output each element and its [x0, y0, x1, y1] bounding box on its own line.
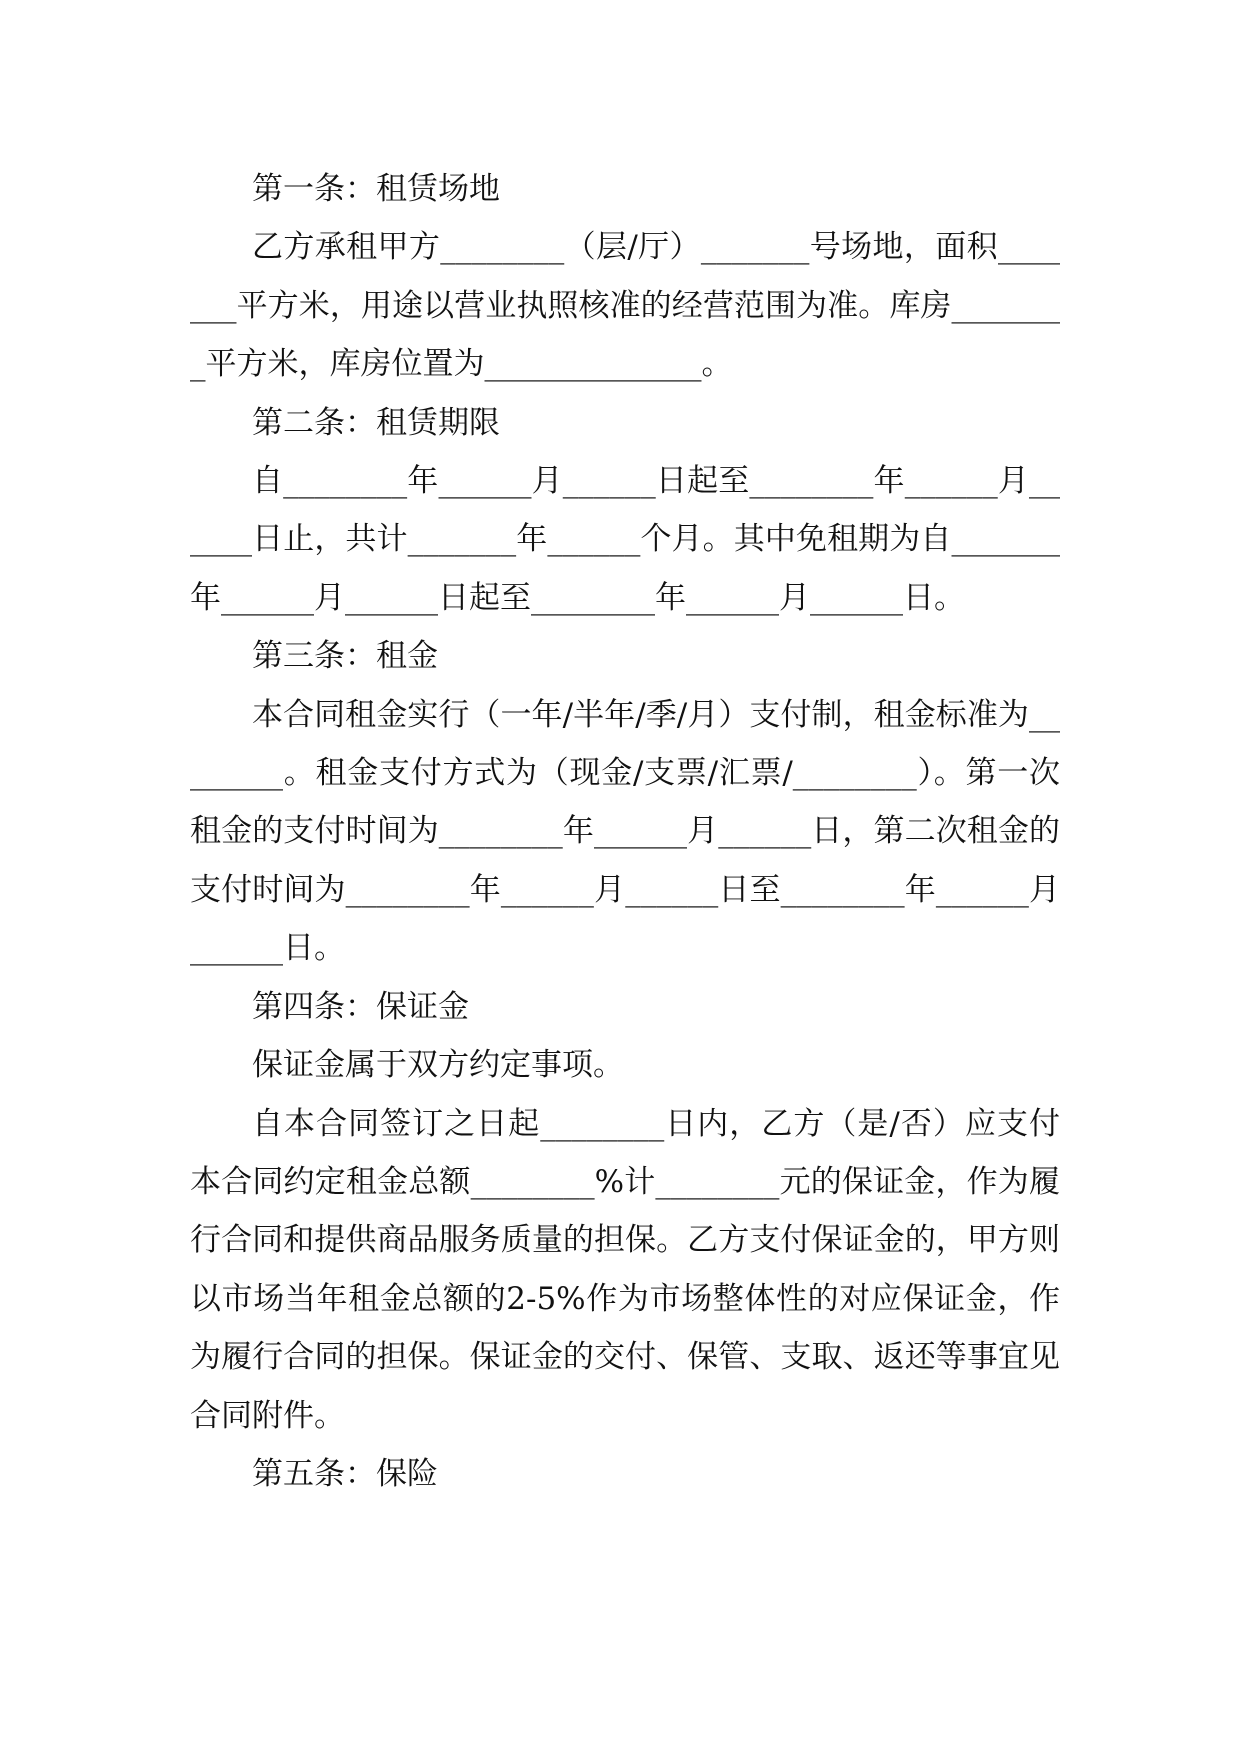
article-4-text-2: 自本合同签订之日起________日内，乙方（是/否）应支付本合同约定租金总额________%计________元的保证金，作为履行合同和提供商品服务质量的担保。乙方支付保证金的，甲方则以市场当年租金总额的2-5%作为市场整体性的对应保证金，作为履行合同的担保。保证金的交付、保管、支取、返还等事宜见合同附件。	[190, 1105, 1060, 1434]
article-3-text: 本合同租金实行（一年/半年/季/月）支付制，租金标准为________。租金支付方式为（现金/支票/汇票/________）。第一次租金的支付时间为________年______月______日，第二次租金的支付时间为________年______月______日至________年______月______日。	[190, 696, 1060, 967]
article-5-heading: 第五条：保险	[252, 1455, 438, 1492]
article-1-heading: 第一条：租赁场地	[252, 171, 500, 207]
article-1-text: 乙方承租甲方________（层/厅）_______号场地，面积_______平方米，用途以营业执照核准的经营范围为准。库房________平方米，库房位置为______________。	[190, 229, 1060, 383]
article-4-text-1: 保证金属于双方约定事项。	[252, 1047, 624, 1084]
article-2-heading: 第二条：租赁期限	[252, 404, 500, 441]
article-4-heading: 第四条：保证金	[252, 988, 469, 1025]
contract-body	[190, 160, 1060, 1503]
article-3-heading: 第三条：租金	[252, 638, 438, 675]
article-2-text: 自________年______月______日起至________年______月______日止，共计_______年______个月。其中免租期为自_______年______月______日起至________年______月______日。	[190, 463, 1060, 616]
